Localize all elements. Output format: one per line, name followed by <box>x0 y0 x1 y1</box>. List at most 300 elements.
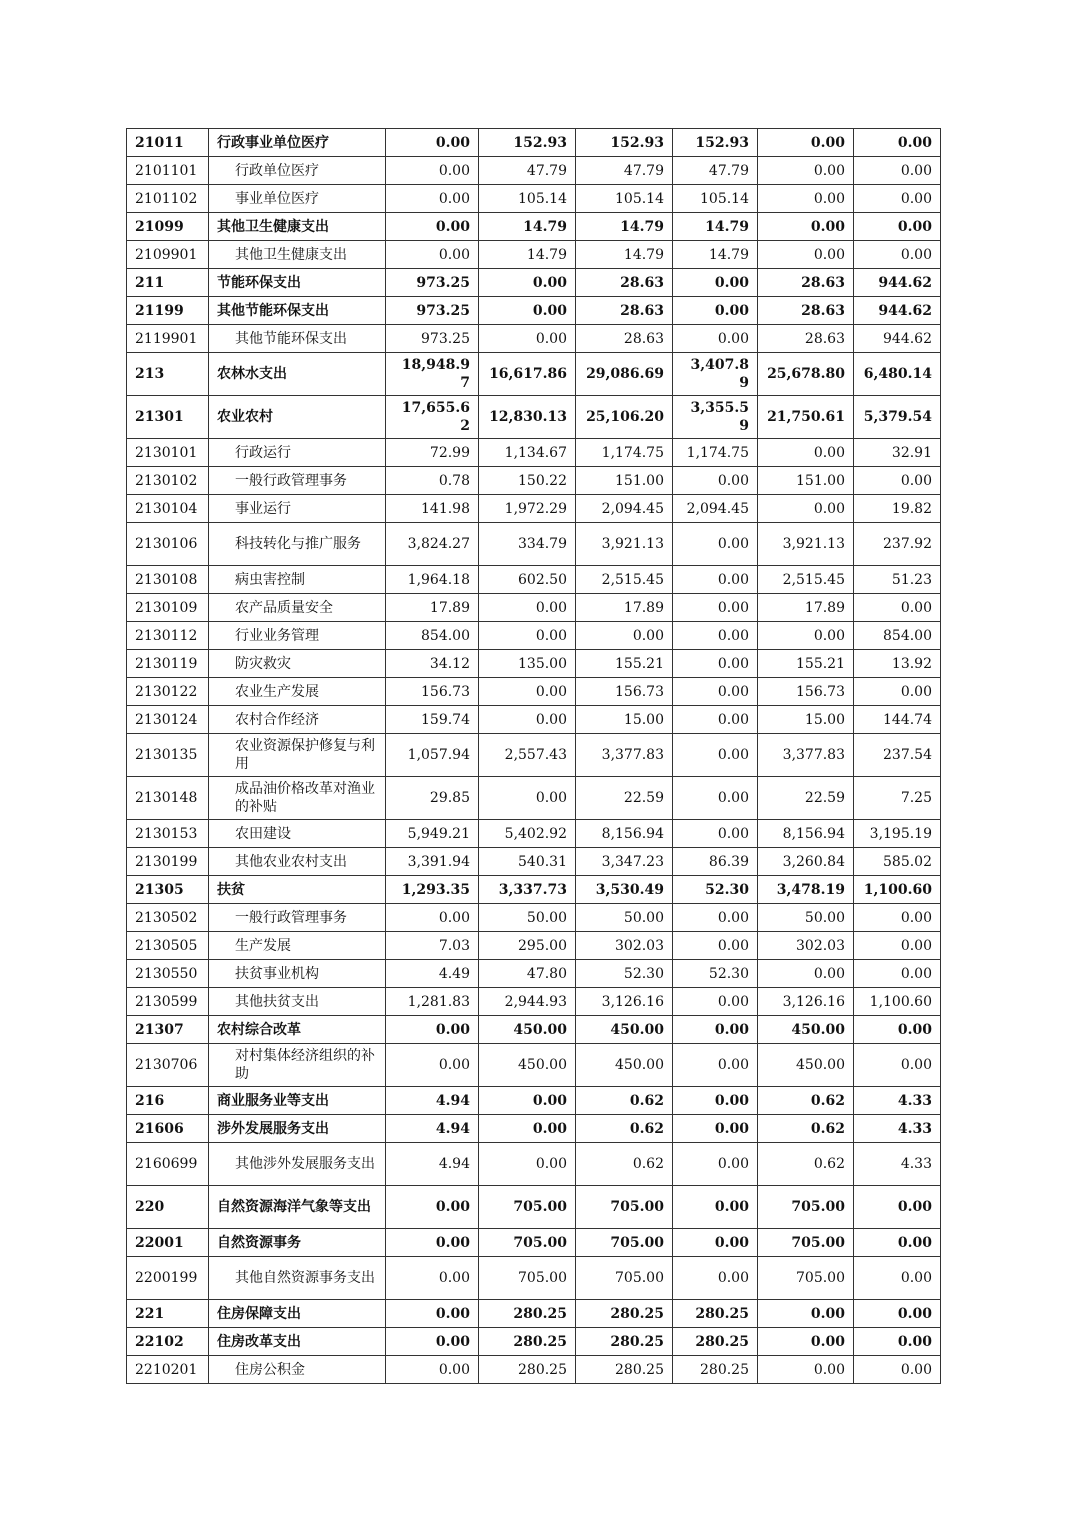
amount-cell: 0.00 <box>673 932 758 960</box>
subject-name-cell: 农产品质量安全 <box>209 594 386 622</box>
subject-name-cell: 其他卫生健康支出 <box>209 213 386 241</box>
table-row <box>127 269 941 297</box>
amount-cell: 0.00 <box>673 650 758 678</box>
subject-name-cell: 其他农业农村支出 <box>209 848 386 876</box>
amount-cell: 0.00 <box>673 706 758 734</box>
amount-cell: 705.00 <box>479 1229 576 1257</box>
subject-name-cell: 节能环保支出 <box>209 269 386 297</box>
subject-name-cell: 事业运行 <box>209 495 386 523</box>
table-row <box>127 1143 941 1186</box>
amount-cell: 29,086.69 <box>576 353 673 396</box>
amount-cell: 17.89 <box>758 594 854 622</box>
table-row <box>127 1356 941 1384</box>
amount-cell: 5,379.54 <box>854 396 941 439</box>
amount-cell: 0.00 <box>673 325 758 353</box>
subject-code-cell: 2130599 <box>127 988 209 1016</box>
amount-cell: 22.59 <box>758 777 854 820</box>
amount-cell: 15.00 <box>758 706 854 734</box>
amount-cell: 72.99 <box>386 439 479 467</box>
amount-cell: 6,480.14 <box>854 353 941 396</box>
amount-cell: 585.02 <box>854 848 941 876</box>
amount-cell: 0.00 <box>479 1143 576 1186</box>
subject-name-cell: 农业资源保护修复与利用 <box>209 734 386 777</box>
amount-cell: 52.30 <box>673 876 758 904</box>
amount-cell: 944.62 <box>854 269 941 297</box>
amount-cell: 450.00 <box>758 1044 854 1087</box>
subject-code-cell: 21301 <box>127 396 209 439</box>
subject-name-cell: 科技转化与推广服务 <box>209 523 386 566</box>
amount-cell: 0.00 <box>479 297 576 325</box>
amount-cell: 3,347.23 <box>576 848 673 876</box>
amount-cell: 105.14 <box>576 185 673 213</box>
subject-name-cell: 扶贫 <box>209 876 386 904</box>
amount-cell: 50.00 <box>479 904 576 932</box>
table-row <box>127 622 941 650</box>
amount-cell: 141.98 <box>386 495 479 523</box>
amount-cell: 0.00 <box>386 185 479 213</box>
subject-name-cell: 一般行政管理事务 <box>209 904 386 932</box>
subject-name-cell: 一般行政管理事务 <box>209 467 386 495</box>
amount-cell: 0.00 <box>386 1186 479 1229</box>
amount-cell: 28.63 <box>576 269 673 297</box>
subject-code-cell: 2130148 <box>127 777 209 820</box>
subject-name-cell: 行业业务管理 <box>209 622 386 650</box>
amount-cell: 2,515.45 <box>576 566 673 594</box>
table-row <box>127 1257 941 1300</box>
subject-name-cell: 对村集体经济组织的补助 <box>209 1044 386 1087</box>
amount-cell: 237.54 <box>854 734 941 777</box>
amount-cell: 14.79 <box>673 241 758 269</box>
amount-cell: 2,094.45 <box>576 495 673 523</box>
amount-cell: 0.00 <box>673 1115 758 1143</box>
amount-cell: 4.49 <box>386 960 479 988</box>
subject-code-cell: 21199 <box>127 297 209 325</box>
amount-cell: 0.00 <box>479 594 576 622</box>
amount-cell: 1,964.18 <box>386 566 479 594</box>
amount-cell: 0.00 <box>386 213 479 241</box>
amount-cell: 50.00 <box>576 904 673 932</box>
amount-cell: 0.00 <box>673 1186 758 1229</box>
amount-cell: 1,174.75 <box>576 439 673 467</box>
amount-cell: 0.00 <box>479 678 576 706</box>
amount-cell: 1,057.94 <box>386 734 479 777</box>
amount-cell: 0.00 <box>854 904 941 932</box>
amount-cell: 151.00 <box>576 467 673 495</box>
amount-cell: 602.50 <box>479 566 576 594</box>
table-row <box>127 932 941 960</box>
subject-code-cell: 2130122 <box>127 678 209 706</box>
amount-cell: 280.25 <box>576 1328 673 1356</box>
table-row <box>127 650 941 678</box>
subject-name-cell: 其他节能环保支出 <box>209 325 386 353</box>
amount-cell: 0.00 <box>673 594 758 622</box>
amount-cell: 28.63 <box>576 297 673 325</box>
subject-name-cell: 其他自然资源事务支出 <box>209 1257 386 1300</box>
amount-cell: 0.00 <box>854 467 941 495</box>
amount-cell: 540.31 <box>479 848 576 876</box>
amount-cell: 0.00 <box>758 129 854 157</box>
amount-cell: 0.00 <box>673 1044 758 1087</box>
amount-cell: 0.00 <box>386 1300 479 1328</box>
amount-cell: 156.73 <box>758 678 854 706</box>
amount-cell: 280.25 <box>576 1300 673 1328</box>
subject-code-cell: 220 <box>127 1186 209 1229</box>
amount-cell: 17.89 <box>576 594 673 622</box>
subject-name-cell: 病虫害控制 <box>209 566 386 594</box>
subject-code-cell: 2130135 <box>127 734 209 777</box>
amount-cell: 0.00 <box>854 241 941 269</box>
amount-cell: 152.93 <box>479 129 576 157</box>
amount-cell: 152.93 <box>576 129 673 157</box>
subject-name-cell: 农田建设 <box>209 820 386 848</box>
subject-code-cell: 2130104 <box>127 495 209 523</box>
amount-cell: 105.14 <box>673 185 758 213</box>
amount-cell: 25,106.20 <box>576 396 673 439</box>
table-row <box>127 904 941 932</box>
amount-cell: 15.00 <box>576 706 673 734</box>
table-row <box>127 523 941 566</box>
amount-cell: 0.00 <box>479 325 576 353</box>
amount-cell: 3,921.13 <box>758 523 854 566</box>
table-row <box>127 1300 941 1328</box>
amount-cell: 5,949.21 <box>386 820 479 848</box>
table-row <box>127 353 941 396</box>
subject-code-cell: 2109901 <box>127 241 209 269</box>
amount-cell: 47.79 <box>479 157 576 185</box>
amount-cell: 0.00 <box>758 495 854 523</box>
subject-name-cell: 自然资源事务 <box>209 1229 386 1257</box>
amount-cell: 28.63 <box>758 269 854 297</box>
amount-cell: 17.89 <box>386 594 479 622</box>
subject-code-cell: 22001 <box>127 1229 209 1257</box>
subject-code-cell: 21307 <box>127 1016 209 1044</box>
amount-cell: 450.00 <box>758 1016 854 1044</box>
amount-cell: 237.92 <box>854 523 941 566</box>
subject-code-cell: 2130119 <box>127 650 209 678</box>
amount-cell: 0.00 <box>673 1087 758 1115</box>
amount-cell: 7.03 <box>386 932 479 960</box>
amount-cell: 156.73 <box>386 678 479 706</box>
amount-cell: 705.00 <box>758 1229 854 1257</box>
amount-cell: 0.00 <box>386 157 479 185</box>
amount-cell: 0.00 <box>854 932 941 960</box>
subject-code-cell: 2101101 <box>127 157 209 185</box>
subject-code-cell: 22102 <box>127 1328 209 1356</box>
amount-cell: 0.62 <box>576 1143 673 1186</box>
table-row <box>127 777 941 820</box>
amount-cell: 4.33 <box>854 1087 941 1115</box>
amount-cell: 0.00 <box>576 622 673 650</box>
amount-cell: 8,156.94 <box>576 820 673 848</box>
subject-code-cell: 21305 <box>127 876 209 904</box>
amount-cell: 0.00 <box>386 241 479 269</box>
amount-cell: 302.03 <box>758 932 854 960</box>
amount-cell: 25,678.80 <box>758 353 854 396</box>
amount-cell: 3,195.19 <box>854 820 941 848</box>
subject-name-cell: 其他涉外发展服务支出 <box>209 1143 386 1186</box>
subject-code-cell: 2130502 <box>127 904 209 932</box>
table-row <box>127 185 941 213</box>
table-row <box>127 734 941 777</box>
subject-name-cell: 农业农村 <box>209 396 386 439</box>
table-row <box>127 988 941 1016</box>
amount-cell: 973.25 <box>386 325 479 353</box>
amount-cell: 0.00 <box>854 678 941 706</box>
amount-cell: 2,094.45 <box>673 495 758 523</box>
amount-cell: 29.85 <box>386 777 479 820</box>
amount-cell: 0.00 <box>758 213 854 241</box>
table-row <box>127 876 941 904</box>
subject-code-cell: 2119901 <box>127 325 209 353</box>
amount-cell: 1,174.75 <box>673 439 758 467</box>
subject-code-cell: 221 <box>127 1300 209 1328</box>
subject-name-cell: 商业服务业等支出 <box>209 1087 386 1115</box>
amount-cell: 155.21 <box>576 650 673 678</box>
amount-cell: 0.00 <box>673 678 758 706</box>
amount-cell: 0.00 <box>479 269 576 297</box>
table-row <box>127 1328 941 1356</box>
amount-cell: 944.62 <box>854 297 941 325</box>
amount-cell: 302.03 <box>576 932 673 960</box>
amount-cell: 1,972.29 <box>479 495 576 523</box>
table-row <box>127 325 941 353</box>
table-row <box>127 1087 941 1115</box>
subject-name-cell: 行政单位医疗 <box>209 157 386 185</box>
amount-cell: 32.91 <box>854 439 941 467</box>
amount-cell: 159.74 <box>386 706 479 734</box>
amount-cell: 0.00 <box>673 1229 758 1257</box>
amount-cell: 280.25 <box>673 1356 758 1384</box>
amount-cell: 13.92 <box>854 650 941 678</box>
amount-cell: 14.79 <box>479 241 576 269</box>
amount-cell: 3,355.59 <box>673 396 758 439</box>
subject-name-cell: 农林水支出 <box>209 353 386 396</box>
amount-cell: 5,402.92 <box>479 820 576 848</box>
subject-code-cell: 21011 <box>127 129 209 157</box>
amount-cell: 0.00 <box>673 523 758 566</box>
amount-cell: 0.62 <box>576 1087 673 1115</box>
amount-cell: 0.00 <box>673 820 758 848</box>
subject-name-cell: 行政运行 <box>209 439 386 467</box>
amount-cell: 0.00 <box>479 1087 576 1115</box>
subject-code-cell: 2130101 <box>127 439 209 467</box>
subject-name-cell: 住房保障支出 <box>209 1300 386 1328</box>
amount-cell: 3,126.16 <box>758 988 854 1016</box>
amount-cell: 18,948.97 <box>386 353 479 396</box>
subject-code-cell: 2130102 <box>127 467 209 495</box>
amount-cell: 0.00 <box>479 1115 576 1143</box>
table-row <box>127 439 941 467</box>
table-row <box>127 213 941 241</box>
subject-code-cell: 2210201 <box>127 1356 209 1384</box>
amount-cell: 0.00 <box>854 1257 941 1300</box>
amount-cell: 0.00 <box>386 1229 479 1257</box>
subject-name-cell: 其他卫生健康支出 <box>209 241 386 269</box>
subject-code-cell: 2130550 <box>127 960 209 988</box>
amount-cell: 0.00 <box>758 960 854 988</box>
amount-cell: 1,281.83 <box>386 988 479 1016</box>
table-row <box>127 297 941 325</box>
amount-cell: 0.00 <box>854 594 941 622</box>
amount-cell: 28.63 <box>758 297 854 325</box>
amount-cell: 8,156.94 <box>758 820 854 848</box>
amount-cell: 0.00 <box>854 1300 941 1328</box>
amount-cell: 12,830.13 <box>479 396 576 439</box>
subject-name-cell: 住房改革支出 <box>209 1328 386 1356</box>
subject-code-cell: 2130106 <box>127 523 209 566</box>
subject-code-cell: 211 <box>127 269 209 297</box>
amount-cell: 0.62 <box>758 1143 854 1186</box>
table-body <box>127 129 941 1384</box>
amount-cell: 16,617.86 <box>479 353 576 396</box>
amount-cell: 0.00 <box>673 1143 758 1186</box>
amount-cell: 0.00 <box>854 213 941 241</box>
amount-cell: 47.79 <box>673 157 758 185</box>
amount-cell: 47.79 <box>576 157 673 185</box>
table-row <box>127 960 941 988</box>
amount-cell: 3,377.83 <box>576 734 673 777</box>
amount-cell: 34.12 <box>386 650 479 678</box>
amount-cell: 3,337.73 <box>479 876 576 904</box>
amount-cell: 0.00 <box>758 157 854 185</box>
amount-cell: 3,407.89 <box>673 353 758 396</box>
amount-cell: 4.94 <box>386 1143 479 1186</box>
subject-name-cell: 其他扶贫支出 <box>209 988 386 1016</box>
amount-cell: 973.25 <box>386 269 479 297</box>
table-row <box>127 495 941 523</box>
amount-cell: 52.30 <box>576 960 673 988</box>
amount-cell: 47.80 <box>479 960 576 988</box>
subject-code-cell: 2101102 <box>127 185 209 213</box>
amount-cell: 705.00 <box>576 1186 673 1229</box>
amount-cell: 1,134.67 <box>479 439 576 467</box>
amount-cell: 28.63 <box>576 325 673 353</box>
subject-name-cell: 住房公积金 <box>209 1356 386 1384</box>
amount-cell: 973.25 <box>386 297 479 325</box>
amount-cell: 19.82 <box>854 495 941 523</box>
table-row <box>127 241 941 269</box>
subject-name-cell: 自然资源海洋气象等支出 <box>209 1186 386 1229</box>
amount-cell: 155.21 <box>758 650 854 678</box>
amount-cell: 0.00 <box>386 1356 479 1384</box>
amount-cell: 21,750.61 <box>758 396 854 439</box>
amount-cell: 1,100.60 <box>854 988 941 1016</box>
amount-cell: 22.59 <box>576 777 673 820</box>
table-row <box>127 594 941 622</box>
amount-cell: 14.79 <box>576 241 673 269</box>
subject-code-cell: 2160699 <box>127 1143 209 1186</box>
amount-cell: 0.00 <box>854 157 941 185</box>
table-row <box>127 1044 941 1087</box>
amount-cell: 280.25 <box>673 1300 758 1328</box>
amount-cell: 854.00 <box>386 622 479 650</box>
amount-cell: 0.00 <box>758 1328 854 1356</box>
subject-code-cell: 2130706 <box>127 1044 209 1087</box>
amount-cell: 3,478.19 <box>758 876 854 904</box>
amount-cell: 0.00 <box>758 241 854 269</box>
amount-cell: 3,921.13 <box>576 523 673 566</box>
amount-cell: 0.00 <box>758 1356 854 1384</box>
amount-cell: 705.00 <box>576 1257 673 1300</box>
table-row <box>127 706 941 734</box>
table-row <box>127 678 941 706</box>
amount-cell: 14.79 <box>576 213 673 241</box>
amount-cell: 151.00 <box>758 467 854 495</box>
subject-code-cell: 2130108 <box>127 566 209 594</box>
amount-cell: 3,260.84 <box>758 848 854 876</box>
amount-cell: 1,100.60 <box>854 876 941 904</box>
amount-cell: 2,944.93 <box>479 988 576 1016</box>
subject-name-cell: 成品油价格改革对渔业的补贴 <box>209 777 386 820</box>
amount-cell: 0.00 <box>479 777 576 820</box>
amount-cell: 3,391.94 <box>386 848 479 876</box>
amount-cell: 0.00 <box>673 622 758 650</box>
table-row <box>127 1016 941 1044</box>
subject-code-cell: 2200199 <box>127 1257 209 1300</box>
amount-cell: 86.39 <box>673 848 758 876</box>
amount-cell: 450.00 <box>576 1044 673 1087</box>
amount-cell: 0.00 <box>673 297 758 325</box>
amount-cell: 0.00 <box>386 1257 479 1300</box>
amount-cell: 0.00 <box>854 960 941 988</box>
amount-cell: 280.25 <box>479 1356 576 1384</box>
subject-code-cell: 2130112 <box>127 622 209 650</box>
amount-cell: 705.00 <box>479 1257 576 1300</box>
table-row <box>127 129 941 157</box>
amount-cell: 705.00 <box>576 1229 673 1257</box>
amount-cell: 0.00 <box>386 129 479 157</box>
amount-cell: 2,557.43 <box>479 734 576 777</box>
amount-cell: 150.22 <box>479 467 576 495</box>
subject-code-cell: 2130199 <box>127 848 209 876</box>
subject-name-cell: 防灾救灾 <box>209 650 386 678</box>
amount-cell: 280.25 <box>673 1328 758 1356</box>
amount-cell: 4.94 <box>386 1087 479 1115</box>
amount-cell: 0.00 <box>854 1186 941 1229</box>
amount-cell: 3,377.83 <box>758 734 854 777</box>
amount-cell: 3,126.16 <box>576 988 673 1016</box>
amount-cell: 28.63 <box>758 325 854 353</box>
subject-name-cell: 行政事业单位医疗 <box>209 129 386 157</box>
amount-cell: 0.00 <box>386 904 479 932</box>
amount-cell: 0.00 <box>673 1257 758 1300</box>
table-row <box>127 566 941 594</box>
table-row <box>127 467 941 495</box>
amount-cell: 152.93 <box>673 129 758 157</box>
subject-name-cell: 生产发展 <box>209 932 386 960</box>
amount-cell: 0.00 <box>386 1044 479 1087</box>
amount-cell: 135.00 <box>479 650 576 678</box>
amount-cell: 4.33 <box>854 1143 941 1186</box>
amount-cell: 0.00 <box>758 439 854 467</box>
subject-name-cell: 农业生产发展 <box>209 678 386 706</box>
amount-cell: 705.00 <box>758 1257 854 1300</box>
amount-cell: 14.79 <box>673 213 758 241</box>
table-row <box>127 157 941 185</box>
amount-cell: 280.25 <box>479 1300 576 1328</box>
amount-cell: 0.00 <box>673 269 758 297</box>
amount-cell: 450.00 <box>479 1016 576 1044</box>
amount-cell: 0.00 <box>673 988 758 1016</box>
amount-cell: 7.25 <box>854 777 941 820</box>
table-row <box>127 396 941 439</box>
amount-cell: 0.00 <box>673 467 758 495</box>
subject-name-cell: 其他节能环保支出 <box>209 297 386 325</box>
amount-cell: 2,515.45 <box>758 566 854 594</box>
amount-cell: 3,530.49 <box>576 876 673 904</box>
subject-name-cell: 扶贫事业机构 <box>209 960 386 988</box>
amount-cell: 0.00 <box>758 185 854 213</box>
